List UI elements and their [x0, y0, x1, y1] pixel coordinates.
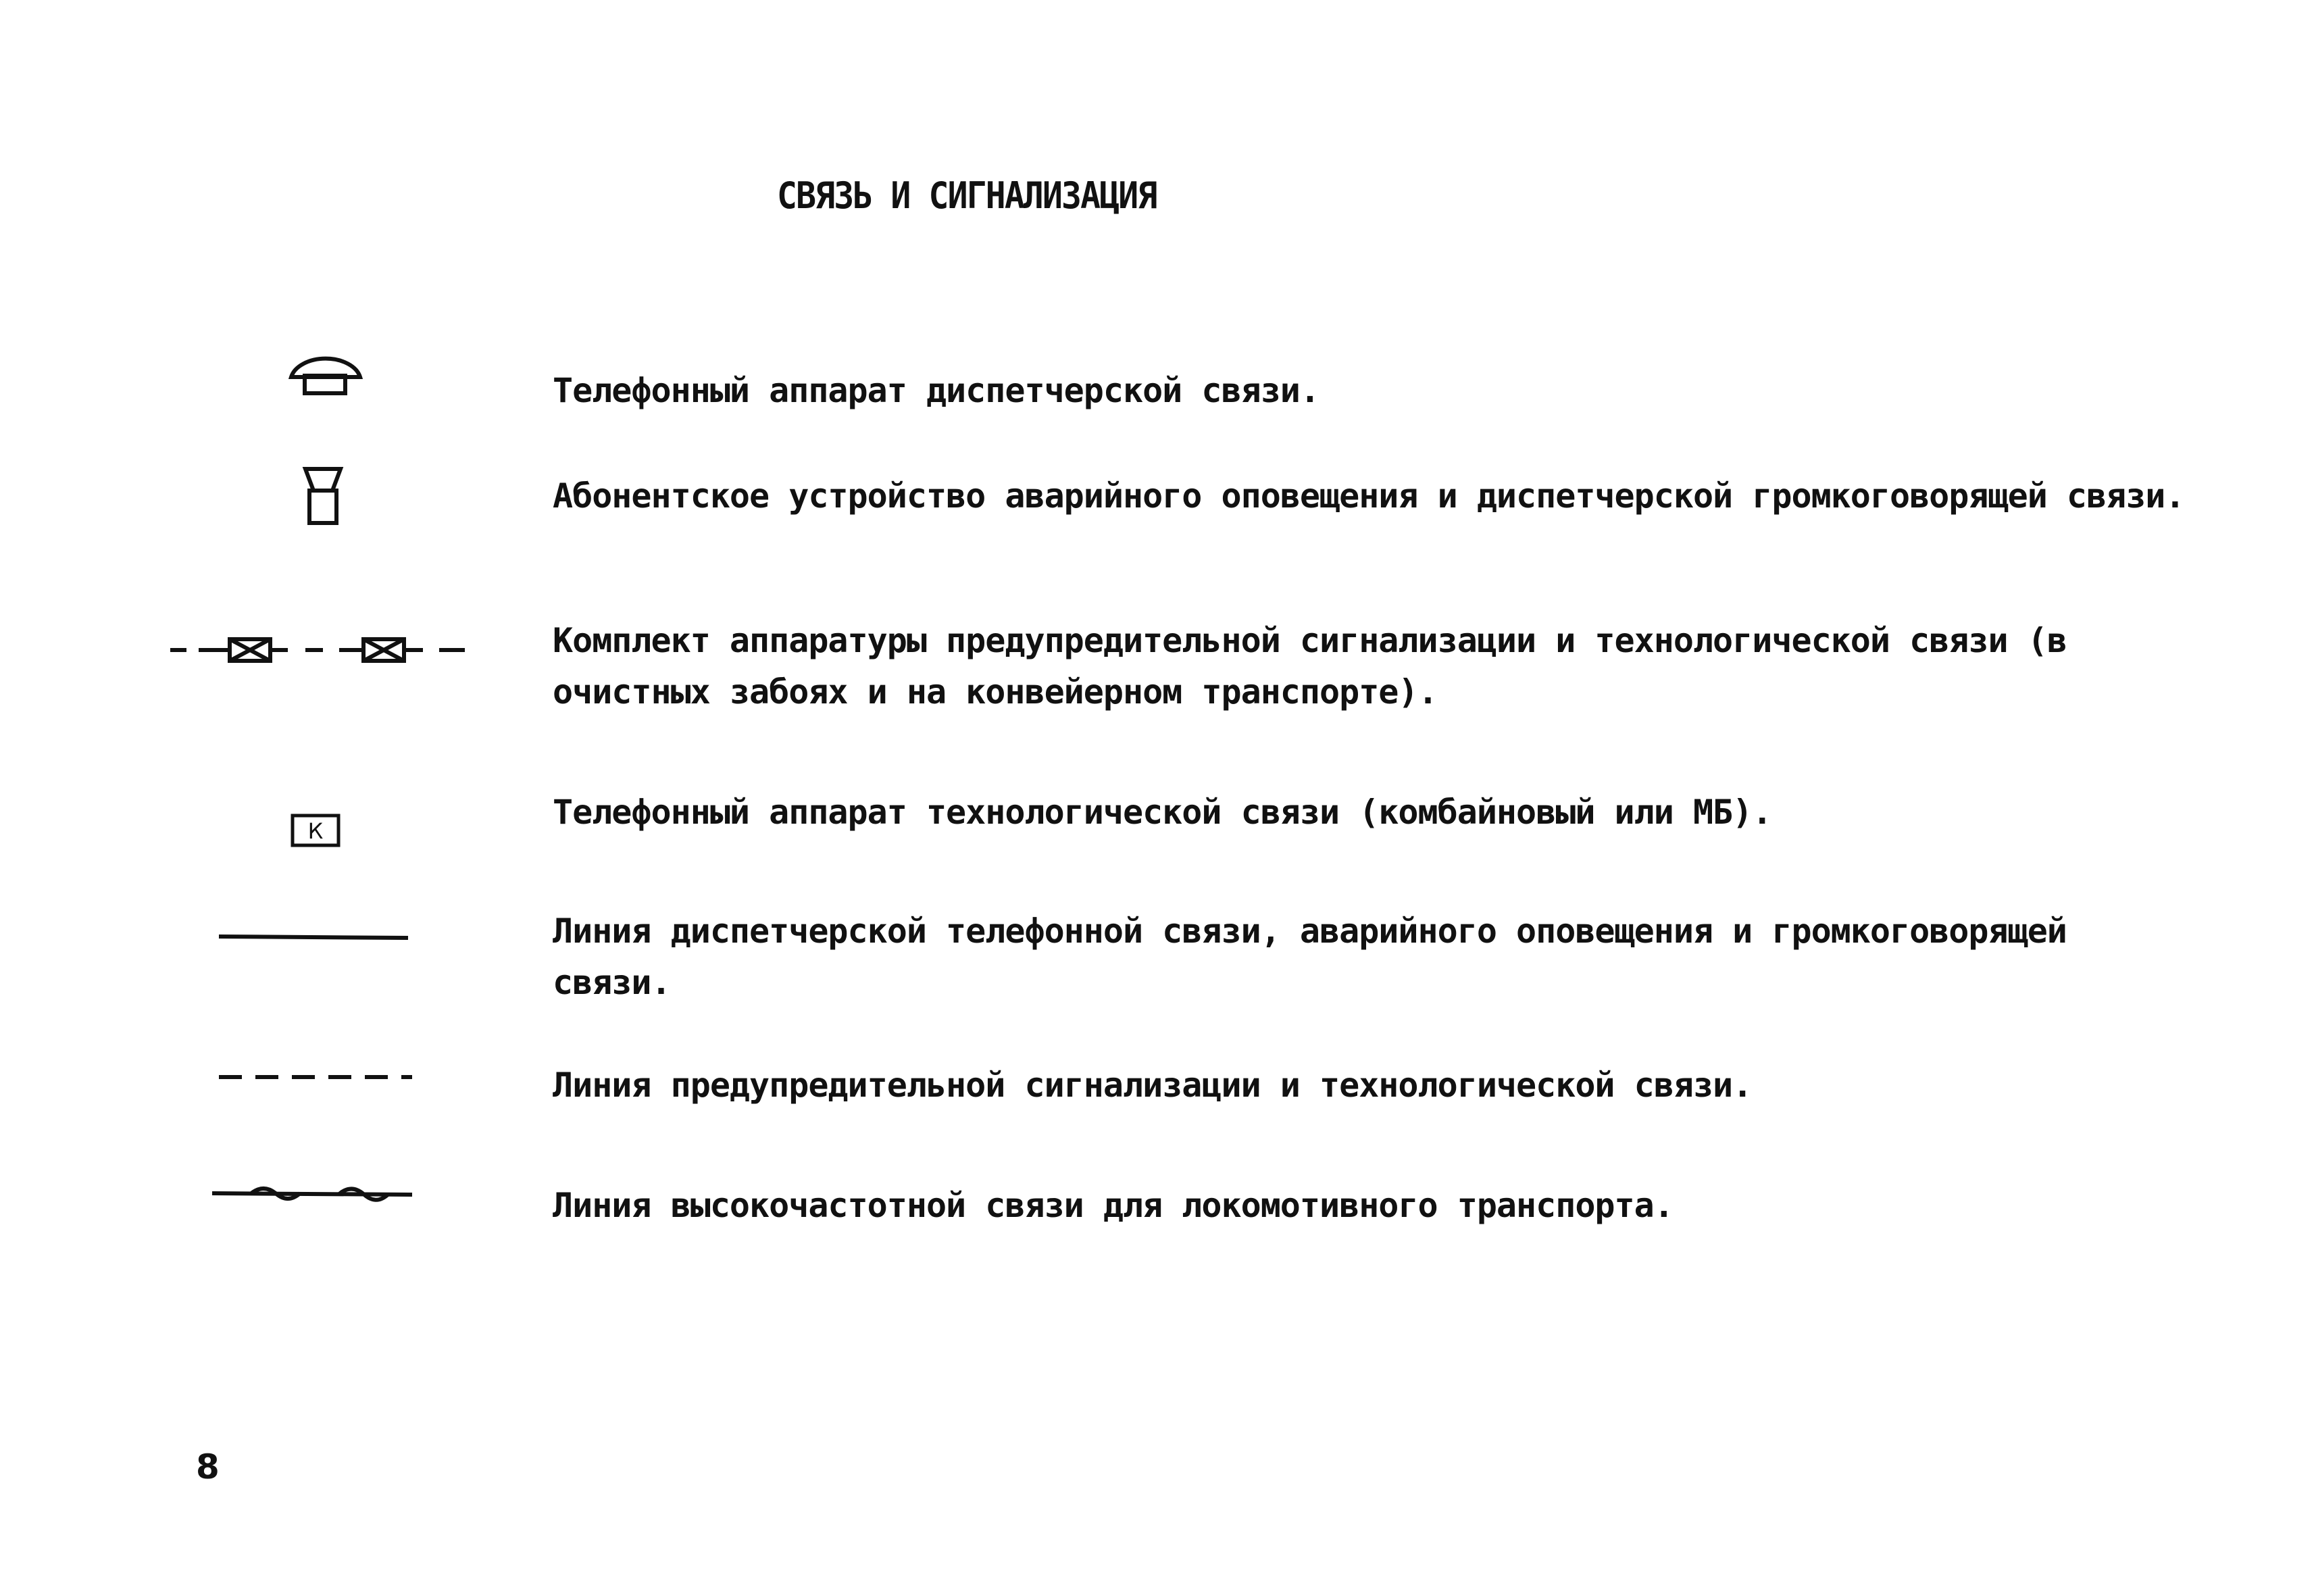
emergency-loudspeaker-subscriber-icon: [303, 466, 343, 527]
legend-text: Линия предупредительной сигнализации и технологической связи.: [553, 1066, 1753, 1105]
legend-text: Комплект аппаратуры предупредительной сигнализации и технологической связи (в очистных забоях и на конвейерном транспорте).: [553, 621, 2087, 712]
page-number: 8: [196, 1447, 220, 1487]
legend-text: Абонентское устройство аварийного оповещения и диспетчерской громкоговорящей связи.: [553, 476, 2185, 516]
technological-telephone-icon: [291, 814, 341, 847]
legend-text: Телефонный аппарат технологической связи (комбайновый или МБ).: [553, 793, 1772, 832]
page-title: СВЯЗЬ И СИГНАЛИЗАЦИЯ: [777, 174, 1157, 217]
dispatcher-telephone-icon: [287, 351, 365, 400]
svg-text:К: К: [307, 818, 324, 844]
dashed-line-icon: [218, 1070, 413, 1084]
solid-line-icon: [218, 930, 409, 943]
legend-text: Телефонный аппарат диспетчерской связи.: [553, 371, 1319, 410]
legend-text: Линия диспетчерской телефонной связи, аварийного оповещения и громкоговорящей связи.: [553, 912, 2087, 1002]
hf-wavy-line-icon: [211, 1180, 413, 1212]
legend-text: Линия высокочастотной связи для локомотивного транспорта.: [553, 1186, 1674, 1225]
warning-signalling-set-icon: [168, 630, 472, 670]
